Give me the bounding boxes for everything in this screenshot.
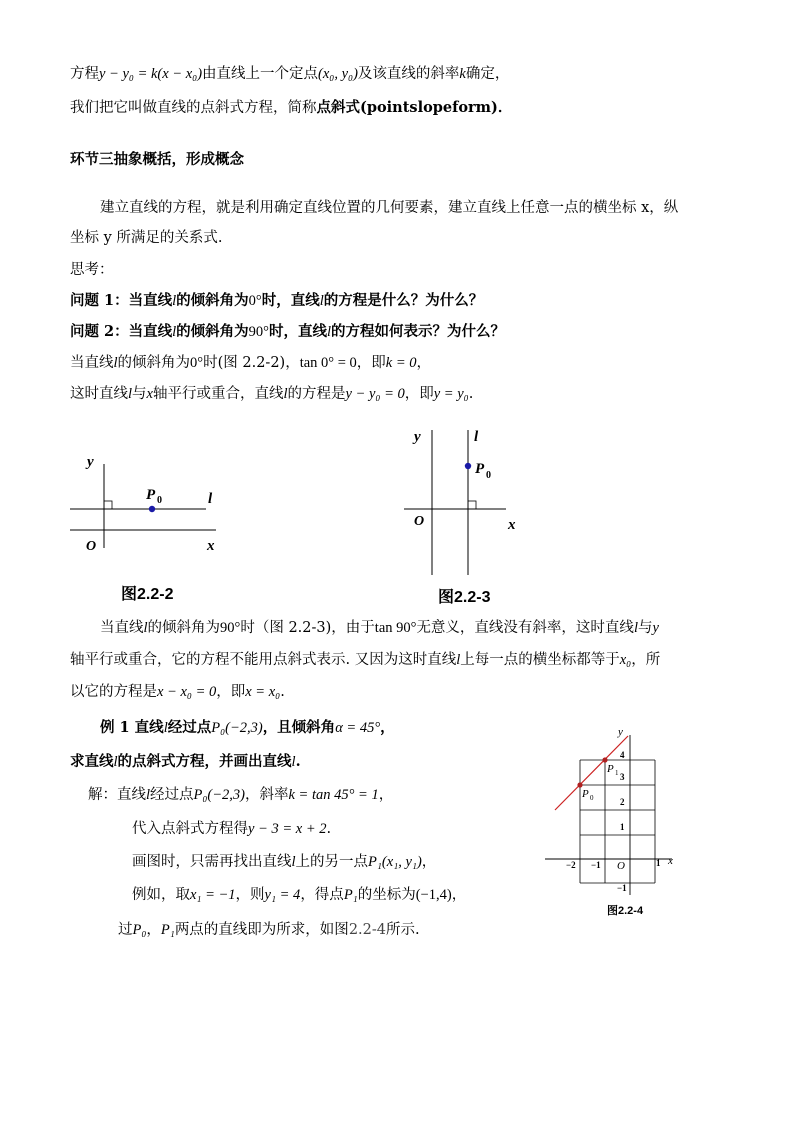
x-tick: −1	[591, 860, 601, 870]
text: ，斜率	[245, 787, 289, 803]
text: .	[280, 684, 285, 700]
math-l: l	[456, 652, 461, 668]
text: 轴平行或重合，直线	[152, 386, 284, 402]
math-eq: y = y₀	[433, 386, 469, 402]
math-l: l	[283, 386, 288, 402]
l-label: l	[474, 429, 479, 445]
text: 以它的方程是	[70, 684, 157, 700]
text: 当直线	[100, 620, 144, 636]
p-sub: 0	[157, 495, 162, 506]
text: 与	[132, 386, 147, 402]
math-l: l	[172, 293, 177, 309]
term-bold: 点斜式(pointslopeform)	[316, 99, 498, 116]
math-l: l	[128, 386, 133, 402]
y-label: y	[618, 726, 623, 738]
math-p1: P₁	[160, 922, 175, 938]
text: 的方程如何表示？为什么？	[331, 323, 506, 340]
text: 代入点斜式方程得	[132, 821, 248, 837]
math-y: y	[652, 620, 659, 636]
text: ，	[378, 787, 394, 803]
origin-label: O	[617, 860, 625, 872]
math-l: l	[113, 355, 118, 371]
text: ，	[416, 355, 432, 371]
section-title: 环节三抽象概括，形成概念	[70, 151, 244, 168]
text: 轴平行或重合，它的方程不能用点斜式表示. 又因为这时直线	[70, 652, 457, 668]
math-tan: tan 0° = 0	[299, 355, 357, 371]
figure-ref: 2.2-4	[348, 922, 386, 938]
text: 确定，	[465, 66, 510, 82]
text: 的方程是什么？为什么？	[323, 292, 484, 309]
math-k: k = 0	[385, 355, 417, 371]
text: ．	[497, 99, 513, 116]
text: ，则	[235, 887, 265, 903]
x-tick: 1	[656, 858, 661, 868]
p-label: P	[146, 487, 156, 503]
text: 与	[637, 620, 653, 636]
math-eq: x − x₀ = 0	[157, 684, 217, 700]
math-angle: 0°	[190, 355, 204, 371]
text: 上的另一点	[295, 854, 369, 870]
math-x1: x₁ = −1	[190, 887, 236, 903]
math-angle: 90°	[220, 620, 241, 636]
text: 求直线	[70, 753, 114, 770]
math-l: l	[633, 620, 638, 636]
x-label: x	[668, 855, 673, 867]
p1-sub: 1	[615, 769, 619, 777]
y-label: y	[87, 454, 94, 470]
p0-sub: 0	[590, 794, 594, 802]
math-p0: P₀(−2,3)	[211, 720, 263, 736]
para1-line2: 坐标 y 所满足的关系式.	[70, 230, 223, 246]
math-l: l	[291, 854, 296, 870]
y-label: y	[414, 429, 421, 445]
text: ，	[380, 719, 395, 736]
y-tick: 1	[620, 822, 625, 832]
math-y1: y₁ = 4	[264, 887, 301, 903]
text: ，所	[631, 652, 661, 668]
l-label: l	[208, 491, 213, 507]
math-eq: y − 3 = x + 2	[248, 821, 327, 837]
text: ，	[421, 854, 437, 870]
text: 过	[118, 922, 133, 938]
text: .	[295, 753, 301, 770]
math-l: l	[291, 754, 296, 770]
p-sub: 0	[486, 470, 491, 481]
math-eq: x = x₀	[245, 684, 281, 700]
math-l: l	[319, 293, 324, 309]
text: 及该直线的斜率	[357, 66, 460, 82]
text: 的倾斜角为	[176, 292, 249, 309]
p-label: P	[475, 461, 485, 477]
math-k: k = tan 45° = 1	[288, 787, 379, 803]
y-tick: 4	[620, 750, 625, 760]
text: 经过点	[150, 787, 194, 803]
para1-line1: 建立直线的方程，就是利用确定直线位置的几何要素，建立直线上任意一点的横坐标 x，纵	[100, 200, 679, 216]
math-alpha: α = 45°	[335, 720, 381, 736]
text: 例如，取	[132, 887, 190, 903]
text: 时（图 2.2-3)，由于	[240, 620, 375, 636]
text: ，得点	[300, 887, 344, 903]
math-p1: P₁	[343, 887, 358, 903]
y-tick: 2	[620, 797, 625, 807]
math-l: l	[172, 324, 177, 340]
math-p0: P₀	[132, 922, 147, 938]
math-l: l	[113, 754, 118, 770]
fig-2-2-4-caption: 图2.2-4	[607, 905, 644, 917]
math-pt: (x₀, y₀)	[318, 66, 358, 82]
text: 两点的直线即为所求，如图	[174, 922, 349, 938]
text: 由直线上一个定点	[202, 66, 319, 82]
y-tick: −1	[617, 883, 627, 893]
text: ，	[451, 887, 467, 903]
math-coord: (−1,4)	[415, 887, 452, 903]
text: 我们把它叫做直线的点斜式方程，简称	[70, 100, 317, 116]
text: ，即	[356, 355, 386, 371]
text: 画图时，只需再找出直线	[132, 854, 292, 870]
text: ，即	[404, 386, 434, 402]
text: 解：直线	[88, 787, 146, 803]
text: 的方程是	[287, 386, 346, 402]
text: 时(图 2.2-2)，	[203, 355, 300, 371]
math-eq: y − y₀ = 0	[345, 386, 405, 402]
text: 上每一点的横坐标都等于	[460, 652, 620, 668]
math-eq: y − y₀ = k(x − x₀)	[99, 66, 203, 82]
point-p1	[602, 757, 607, 762]
text: ，即	[216, 684, 246, 700]
math-l: l	[146, 787, 151, 803]
text: .	[326, 821, 332, 837]
p0-label: P	[582, 788, 589, 800]
text: 的倾斜角为	[117, 355, 191, 371]
text: 这时直线	[70, 386, 128, 402]
text: 的坐标为	[357, 887, 416, 903]
text: 所示.	[386, 922, 420, 938]
think-label: 思考：	[70, 262, 114, 278]
math-l: l	[163, 720, 168, 736]
math-p0: P₀(−2,3)	[193, 787, 245, 803]
text: 无意义，直线没有斜率，这时直线	[416, 620, 634, 636]
text: 当直线	[70, 355, 114, 371]
math-x0: x₀	[619, 652, 632, 668]
math-angle: 90°	[248, 324, 269, 340]
math-angle: 0°	[248, 293, 262, 309]
text: 经过点	[167, 719, 212, 736]
math-tan: tan 90°	[374, 620, 417, 636]
text: 问题 2：当直线	[70, 323, 173, 340]
text: 的倾斜角为	[176, 323, 249, 340]
math-l: l	[326, 324, 332, 340]
math-k: k	[459, 66, 466, 82]
text: 的倾斜角为	[147, 620, 221, 636]
math-l: l	[143, 620, 148, 636]
text: 的点斜式方程，并画出直线	[117, 753, 292, 770]
x-label: x	[508, 517, 516, 533]
text: 例 1 直线	[100, 719, 164, 736]
fig-2-2-2-caption: 图2.2-2	[121, 586, 174, 603]
y-tick: 3	[620, 772, 625, 782]
x-label: x	[207, 538, 215, 554]
p1-label: P	[607, 763, 614, 775]
x-tick: −2	[566, 860, 576, 870]
math-p1: P₁(x₁, y₁)	[368, 854, 422, 870]
text: ，且倾斜角	[262, 719, 336, 736]
origin-label: O	[414, 514, 425, 529]
point-p0	[577, 782, 582, 787]
text: ，	[146, 922, 161, 938]
text: 时，直线	[261, 292, 320, 309]
origin-label: O	[86, 539, 97, 554]
fig-2-2-3-caption: 图2.2-3	[438, 589, 491, 606]
text: 时，直线	[268, 323, 327, 340]
text: .	[468, 386, 474, 402]
text: 问题 1：当直线	[70, 292, 173, 309]
text: 方程	[70, 66, 99, 82]
math-x: x	[146, 386, 153, 402]
